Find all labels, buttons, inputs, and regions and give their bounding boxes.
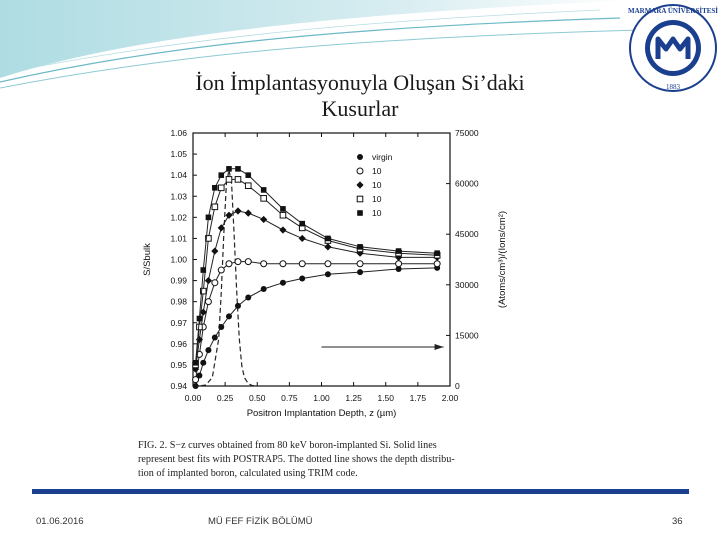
slide-title-line1: İon İmplantasyonuyla Oluşan Si’daki: [195, 70, 525, 95]
data-point: [206, 215, 212, 221]
legend-label: 10: [372, 208, 382, 218]
legend-label: 10: [372, 180, 382, 190]
y-tick-label: 1.03: [170, 191, 187, 202]
legend-marker: [357, 210, 363, 216]
x-tick-label: 0.50: [248, 393, 266, 403]
y2-tick-label: 45000: [455, 229, 479, 240]
y2-tick-label: 75000: [455, 128, 479, 138]
y2-tick-label: 0: [455, 381, 460, 391]
data-point: [235, 166, 241, 172]
footer-divider-bar: [32, 489, 689, 494]
data-point: [226, 177, 232, 183]
data-point: [218, 324, 224, 330]
x-tick-label: 1.75: [409, 393, 427, 403]
data-point: [200, 360, 206, 366]
data-point: [357, 261, 363, 267]
data-point: [396, 261, 402, 267]
data-point: [434, 250, 440, 256]
data-point: [193, 383, 199, 389]
x-tick-label: 1.50: [377, 393, 395, 403]
y-tick-label: 0.99: [170, 275, 187, 286]
y-tick-label: 0.95: [170, 359, 187, 370]
x-tick-label: 0.00: [184, 393, 202, 403]
data-point: [226, 313, 232, 319]
y-tick-label: 0.97: [170, 317, 187, 328]
data-point: [235, 177, 241, 183]
data-point: [299, 221, 305, 227]
data-point: [261, 187, 267, 193]
legend-label: 10: [372, 194, 382, 204]
data-point: [299, 261, 305, 267]
data-point: [280, 212, 286, 218]
data-point: [261, 196, 267, 202]
data-point: [261, 261, 267, 267]
data-point: [261, 286, 267, 292]
data-point: [245, 172, 251, 178]
data-point: [193, 377, 199, 383]
data-point: [212, 335, 218, 341]
y2-tick-label: 30000: [455, 279, 479, 290]
data-point: [205, 347, 211, 353]
y2-tick-label: 15000: [455, 330, 479, 341]
x-tick-label: 1.25: [345, 393, 362, 403]
data-point: [197, 324, 203, 330]
data-point: [245, 183, 251, 189]
logo-year: 1883: [666, 83, 680, 91]
caption-line: represent best fits with POSTRAP5. The dotted line shows the depth distribu-: [138, 454, 455, 465]
data-point: [212, 280, 218, 286]
data-point: [325, 261, 331, 267]
legend-marker: [357, 168, 363, 174]
legend-label: 10: [372, 166, 382, 176]
data-point: [325, 236, 331, 242]
data-point: [325, 271, 331, 277]
y2-axis-label: (Atoms/cm³)/(Ions/cm²): [497, 210, 508, 309]
data-point: [280, 206, 286, 212]
y-tick-label: 0.96: [170, 338, 187, 349]
data-point: [235, 259, 241, 265]
legend-marker: [357, 196, 363, 202]
data-point: [396, 248, 402, 254]
y-tick-label: 1.06: [170, 128, 187, 138]
data-point: [245, 259, 251, 265]
caption-line: tion of implanted boron, calculated using TRIM code.: [138, 468, 358, 479]
data-point: [226, 261, 232, 267]
data-point: [200, 267, 206, 273]
data-point: [299, 275, 305, 281]
data-point: [218, 267, 224, 273]
data-point: [235, 303, 241, 309]
data-point: [357, 269, 363, 275]
data-point: [193, 360, 199, 366]
y-tick-label: 1.04: [170, 170, 187, 181]
x-tick-label: 2.00: [441, 393, 459, 403]
footer-department: MÜ FEF FİZİK BÖLÜMÜ: [208, 516, 313, 527]
footer-date: 01.06.2016: [36, 516, 84, 527]
y-tick-label: 1.05: [170, 149, 187, 160]
data-point: [212, 185, 218, 191]
y2-tick-label: 60000: [455, 178, 479, 189]
y-axis-label: S/Sbulk: [142, 243, 153, 276]
data-point: [280, 280, 286, 286]
y-tick-label: 0.98: [170, 296, 187, 307]
data-point: [218, 185, 224, 191]
data-point: [357, 244, 363, 250]
legend-marker: [357, 154, 363, 160]
data-point: [434, 261, 440, 267]
y-tick-label: 0.94: [170, 381, 187, 391]
x-axis-label: Positron Implantation Depth, z (µm): [246, 408, 397, 419]
figure-caption: [138, 439, 533, 481]
x-tick-label: 1.00: [313, 393, 330, 403]
data-point: [205, 299, 211, 305]
y-tick-label: 1.01: [170, 233, 187, 244]
data-point: [212, 204, 218, 210]
data-point: [218, 172, 224, 178]
legend-label: virgin: [372, 152, 393, 162]
page-number: 36: [672, 516, 683, 527]
data-point: [280, 261, 286, 267]
data-point: [245, 294, 251, 300]
x-tick-label: 0.75: [281, 393, 298, 403]
data-point: [197, 316, 203, 322]
x-tick-label: 0.25: [216, 393, 234, 403]
slide-title-line2: Kusurlar: [321, 96, 399, 121]
caption-line: FIG. 2. S−z curves obtained from 80 keV boron-implanted Si. Solid lines: [138, 440, 437, 451]
y-tick-label: 1.00: [170, 254, 187, 265]
data-point: [226, 166, 232, 172]
svg-text:MARMARA ÜNİVERSİTESİ: MARMARA ÜNİVERSİTESİ: [628, 7, 718, 15]
y-tick-label: 1.02: [170, 212, 187, 223]
